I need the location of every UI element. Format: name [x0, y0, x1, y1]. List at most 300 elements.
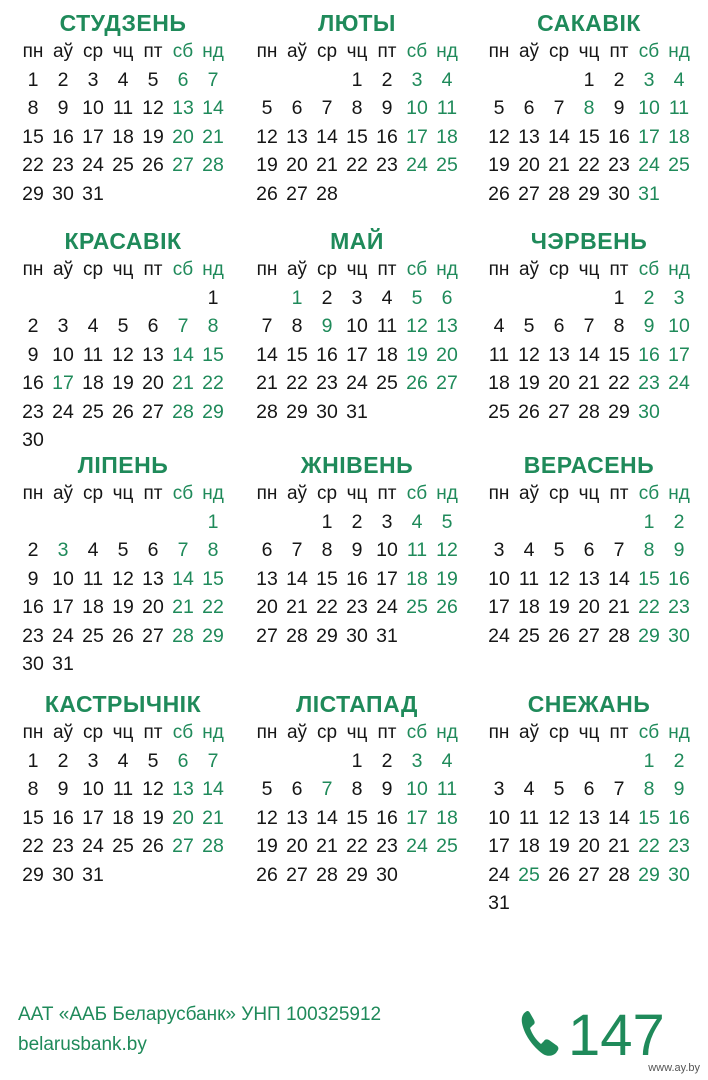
- day-cell: 11: [82, 567, 104, 590]
- day-cell: 13: [436, 315, 458, 338]
- week-row: [18, 312, 228, 340]
- empty-cell: [78, 284, 108, 312]
- weekday-label: сб: [172, 483, 194, 504]
- empty-cell: [402, 180, 432, 208]
- weekday-label: пт: [609, 722, 629, 743]
- month-block: [18, 450, 228, 678]
- day-cell: 2: [57, 750, 69, 772]
- day-cell: 30: [22, 428, 44, 451]
- day-cell: 19: [112, 372, 134, 395]
- weekday-label: чц: [346, 722, 368, 743]
- weekday-label: чц: [346, 483, 368, 504]
- weekday-label: сб: [172, 41, 194, 62]
- phone-block: [518, 1000, 665, 1070]
- day-cell: 19: [518, 372, 540, 395]
- day-cell: 1: [613, 287, 625, 309]
- day-cell: 6: [261, 539, 273, 562]
- day-cell: 9: [57, 778, 69, 801]
- day-cell: 22: [578, 154, 600, 177]
- day-cell: 17: [406, 806, 428, 829]
- day-cell: 31: [638, 182, 660, 205]
- weekday-header: [484, 719, 694, 747]
- day-cell: 22: [638, 596, 660, 619]
- month-block: [484, 450, 694, 650]
- month-block: [484, 226, 694, 426]
- empty-cell: [78, 650, 108, 678]
- empty-cell: [402, 622, 432, 650]
- weekday-label: сб: [638, 722, 660, 743]
- day-cell: 3: [493, 778, 505, 801]
- week-row: [484, 622, 694, 650]
- day-cell: 18: [376, 343, 398, 366]
- day-cell: 15: [202, 567, 224, 590]
- day-cell: 14: [316, 806, 338, 829]
- week-row: [484, 832, 694, 860]
- weekday-label: пт: [377, 259, 397, 280]
- empty-cell: [48, 508, 78, 536]
- empty-cell: [544, 284, 574, 312]
- day-cell: 17: [82, 806, 104, 829]
- weekday-label: пт: [377, 483, 397, 504]
- weekday-label: нд: [436, 483, 458, 504]
- day-cell: 21: [172, 372, 194, 395]
- day-cell: 14: [608, 806, 630, 829]
- day-cell: 1: [27, 69, 39, 91]
- empty-cell: [574, 284, 604, 312]
- week-row: [252, 180, 462, 208]
- weekday-header: [484, 480, 694, 508]
- day-cell: 18: [668, 125, 690, 148]
- weekday-label: сб: [638, 41, 660, 62]
- weekday-label: сб: [406, 41, 428, 62]
- day-cell: 21: [578, 372, 600, 395]
- day-cell: 27: [256, 624, 278, 647]
- month-title: МАЙ: [330, 228, 384, 254]
- weekday-label: пн: [488, 483, 510, 504]
- day-cell: 16: [22, 372, 44, 395]
- day-cell: 8: [207, 315, 219, 338]
- day-cell: 7: [261, 315, 273, 338]
- empty-cell: [432, 861, 462, 889]
- weekday-label: пн: [256, 483, 278, 504]
- day-cell: 27: [142, 624, 164, 647]
- day-cell: 13: [548, 343, 570, 366]
- day-cell: 30: [52, 182, 74, 205]
- month-title: ЛЮТЫ: [318, 10, 396, 36]
- month-title: КАСТРЫЧНІК: [44, 691, 202, 717]
- day-cell: 12: [488, 125, 510, 148]
- month-title: ЛІСТАПАД: [296, 691, 418, 717]
- week-row: [18, 536, 228, 564]
- day-cell: 27: [578, 624, 600, 647]
- weekday-label: аў: [518, 41, 540, 62]
- day-cell: 6: [553, 315, 565, 338]
- day-cell: 4: [523, 778, 535, 801]
- day-cell: 21: [608, 835, 630, 858]
- day-cell: 11: [436, 97, 458, 120]
- day-cell: 16: [638, 343, 660, 366]
- day-cell: 19: [112, 596, 134, 619]
- week-row: [252, 804, 462, 832]
- day-cell: 14: [202, 97, 224, 120]
- empty-cell: [402, 398, 432, 426]
- week-row: [484, 889, 694, 917]
- day-cell: 10: [638, 97, 660, 120]
- weekday-label: пт: [377, 41, 397, 62]
- day-cell: 5: [147, 69, 159, 91]
- weekday-header: [484, 38, 694, 66]
- day-cell: 7: [291, 539, 303, 562]
- day-cell: 20: [256, 596, 278, 619]
- weekday-label: аў: [286, 483, 308, 504]
- day-cell: 27: [142, 400, 164, 423]
- weekday-label: нд: [668, 722, 690, 743]
- week-row: [252, 123, 462, 151]
- weekday-label: чц: [112, 41, 134, 62]
- day-cell: 24: [376, 596, 398, 619]
- day-cell: 19: [436, 567, 458, 590]
- empty-cell: [544, 66, 574, 94]
- day-cell: 24: [406, 835, 428, 858]
- week-row: [18, 622, 228, 650]
- week-row: [484, 747, 694, 775]
- weekday-label: пн: [488, 41, 510, 62]
- day-cell: 15: [578, 125, 600, 148]
- day-cell: 21: [172, 596, 194, 619]
- month-block: [18, 689, 228, 889]
- day-cell: 10: [488, 806, 510, 829]
- weekday-label: ср: [316, 41, 338, 62]
- weekday-header: [252, 480, 462, 508]
- day-cell: 4: [381, 287, 393, 309]
- empty-cell: [574, 747, 604, 775]
- day-cell: 1: [351, 750, 363, 772]
- weekday-label: аў: [286, 722, 308, 743]
- day-cell: 26: [518, 400, 540, 423]
- day-cell: 11: [376, 315, 398, 338]
- day-cell: 18: [518, 835, 540, 858]
- month-title: ЧЭРВЕНЬ: [530, 228, 648, 254]
- day-cell: 10: [52, 343, 74, 366]
- day-cell: 17: [406, 125, 428, 148]
- empty-cell: [108, 861, 138, 889]
- day-cell: 12: [548, 806, 570, 829]
- empty-cell: [574, 889, 604, 917]
- weekday-label: аў: [52, 483, 74, 504]
- day-cell: 14: [548, 125, 570, 148]
- day-cell: 21: [286, 596, 308, 619]
- day-cell: 20: [578, 596, 600, 619]
- weekday-label: нд: [668, 259, 690, 280]
- weekday-label: чц: [578, 41, 600, 62]
- weekday-label: сб: [172, 259, 194, 280]
- watermark: www.ay.by: [648, 1062, 700, 1074]
- weekday-label: нд: [202, 722, 224, 743]
- day-cell: 27: [578, 863, 600, 886]
- weekday-label: аў: [518, 722, 540, 743]
- empty-cell: [574, 508, 604, 536]
- empty-cell: [604, 889, 634, 917]
- day-cell: 10: [376, 539, 398, 562]
- day-cell: 13: [172, 97, 194, 120]
- empty-cell: [138, 284, 168, 312]
- day-cell: 24: [82, 835, 104, 858]
- day-cell: 27: [436, 372, 458, 395]
- day-cell: 8: [291, 315, 303, 338]
- week-row: [252, 508, 462, 536]
- day-cell: 28: [548, 182, 570, 205]
- day-cell: 25: [112, 835, 134, 858]
- week-row: [484, 593, 694, 621]
- weekday-label: ср: [548, 483, 570, 504]
- day-cell: 2: [673, 750, 685, 772]
- empty-cell: [78, 508, 108, 536]
- empty-cell: [544, 508, 574, 536]
- day-cell: 28: [608, 863, 630, 886]
- empty-cell: [168, 284, 198, 312]
- day-cell: 26: [112, 624, 134, 647]
- week-row: [18, 341, 228, 369]
- weekday-label: нд: [436, 722, 458, 743]
- empty-cell: [484, 747, 514, 775]
- day-cell: 11: [112, 778, 134, 801]
- day-cell: 14: [316, 125, 338, 148]
- day-cell: 20: [286, 835, 308, 858]
- day-cell: 7: [613, 778, 625, 801]
- day-cell: 30: [22, 652, 44, 675]
- weekday-label: ср: [82, 483, 104, 504]
- day-cell: 31: [82, 863, 104, 886]
- day-cell: 12: [256, 806, 278, 829]
- weekday-label: чц: [578, 259, 600, 280]
- empty-cell: [252, 284, 282, 312]
- weekday-label: аў: [518, 483, 540, 504]
- day-cell: 21: [256, 372, 278, 395]
- weekday-label: сб: [406, 259, 428, 280]
- week-row: [484, 775, 694, 803]
- day-cell: 5: [523, 315, 535, 338]
- day-cell: 7: [321, 778, 333, 801]
- weekday-label: пт: [143, 722, 163, 743]
- weekday-label: сб: [406, 483, 428, 504]
- weekday-label: сб: [172, 722, 194, 743]
- day-cell: 7: [207, 69, 219, 91]
- day-cell: 2: [381, 750, 393, 772]
- day-cell: 4: [441, 750, 453, 772]
- week-row: [484, 284, 694, 312]
- day-cell: 1: [27, 750, 39, 772]
- month-title: СНЕЖАНЬ: [527, 691, 651, 717]
- day-cell: 5: [553, 778, 565, 801]
- day-cell: 18: [488, 372, 510, 395]
- day-cell: 3: [411, 750, 423, 772]
- week-row: [252, 369, 462, 397]
- empty-cell: [108, 284, 138, 312]
- weekday-header: [18, 38, 228, 66]
- day-cell: 26: [488, 182, 510, 205]
- day-cell: 30: [316, 400, 338, 423]
- day-cell: 2: [351, 511, 363, 533]
- weekday-label: ср: [316, 259, 338, 280]
- day-cell: 12: [256, 125, 278, 148]
- day-cell: 24: [406, 154, 428, 177]
- day-cell: 18: [436, 806, 458, 829]
- day-cell: 9: [351, 539, 363, 562]
- empty-cell: [604, 747, 634, 775]
- weekday-label: пн: [488, 259, 510, 280]
- week-row: [484, 312, 694, 340]
- day-cell: 29: [346, 863, 368, 886]
- day-cell: 10: [52, 567, 74, 590]
- day-cell: 30: [638, 400, 660, 423]
- empty-cell: [514, 889, 544, 917]
- empty-cell: [664, 180, 694, 208]
- day-cell: 29: [202, 400, 224, 423]
- day-cell: 3: [411, 69, 423, 91]
- weekday-label: пн: [488, 722, 510, 743]
- day-cell: 2: [613, 69, 625, 91]
- day-cell: 14: [202, 778, 224, 801]
- day-cell: 6: [441, 287, 453, 309]
- week-row: [484, 341, 694, 369]
- empty-cell: [252, 508, 282, 536]
- day-cell: 10: [82, 778, 104, 801]
- weekday-label: пн: [22, 259, 44, 280]
- empty-cell: [168, 861, 198, 889]
- month-title: ЖНІВЕНЬ: [300, 452, 414, 478]
- day-cell: 5: [117, 539, 129, 562]
- month-title: КРАСАВІК: [64, 228, 182, 254]
- day-cell: 27: [172, 835, 194, 858]
- empty-cell: [168, 650, 198, 678]
- day-cell: 29: [578, 182, 600, 205]
- day-cell: 5: [441, 511, 453, 533]
- day-cell: 28: [172, 400, 194, 423]
- day-cell: 11: [406, 539, 428, 562]
- day-cell: 9: [673, 778, 685, 801]
- week-row: [484, 861, 694, 889]
- day-cell: 8: [27, 97, 39, 120]
- day-cell: 15: [316, 567, 338, 590]
- day-cell: 3: [87, 69, 99, 91]
- day-cell: 3: [673, 287, 685, 309]
- day-cell: 11: [518, 806, 540, 829]
- day-cell: 17: [488, 596, 510, 619]
- empty-cell: [544, 889, 574, 917]
- week-row: [18, 398, 228, 426]
- day-cell: 11: [668, 97, 690, 120]
- day-cell: 6: [177, 750, 189, 772]
- empty-cell: [432, 398, 462, 426]
- day-cell: 17: [668, 343, 690, 366]
- day-cell: 5: [117, 315, 129, 338]
- day-cell: 20: [578, 835, 600, 858]
- month-title: САКАВІК: [537, 10, 641, 36]
- day-cell: 4: [87, 315, 99, 338]
- day-cell: 12: [518, 343, 540, 366]
- day-cell: 12: [406, 315, 428, 338]
- day-cell: 30: [668, 863, 690, 886]
- day-cell: 21: [548, 154, 570, 177]
- day-cell: 16: [376, 806, 398, 829]
- week-row: [18, 747, 228, 775]
- day-cell: 3: [87, 750, 99, 772]
- empty-cell: [484, 66, 514, 94]
- empty-cell: [514, 66, 544, 94]
- weekday-label: нд: [668, 483, 690, 504]
- weekday-label: пт: [143, 41, 163, 62]
- day-cell: 12: [142, 778, 164, 801]
- day-cell: 8: [643, 539, 655, 562]
- day-cell: 23: [52, 154, 74, 177]
- day-cell: 23: [316, 372, 338, 395]
- day-cell: 22: [346, 835, 368, 858]
- day-cell: 14: [172, 567, 194, 590]
- month-title: ЛІПЕНЬ: [77, 452, 169, 478]
- day-cell: 30: [668, 624, 690, 647]
- week-row: [252, 94, 462, 122]
- day-cell: 13: [142, 343, 164, 366]
- day-cell: 13: [286, 806, 308, 829]
- empty-cell: [514, 747, 544, 775]
- day-cell: 23: [668, 596, 690, 619]
- weekday-label: ср: [82, 259, 104, 280]
- day-cell: 21: [608, 596, 630, 619]
- weekday-label: ср: [548, 41, 570, 62]
- day-cell: 2: [57, 69, 69, 91]
- day-cell: 20: [286, 154, 308, 177]
- day-cell: 24: [668, 372, 690, 395]
- empty-cell: [432, 622, 462, 650]
- day-cell: 17: [376, 567, 398, 590]
- day-cell: 25: [436, 154, 458, 177]
- day-cell: 1: [643, 511, 655, 533]
- day-cell: 16: [52, 806, 74, 829]
- day-cell: 26: [256, 863, 278, 886]
- weekday-label: аў: [286, 259, 308, 280]
- company-info: ААТ «ААБ Беларусбанк» УНП 100325912: [18, 1004, 382, 1025]
- weekday-label: чц: [346, 259, 368, 280]
- website-link[interactable]: belarusbank.by: [18, 1034, 147, 1055]
- day-cell: 17: [82, 125, 104, 148]
- day-cell: 2: [27, 539, 39, 562]
- day-cell: 14: [256, 343, 278, 366]
- day-cell: 31: [82, 182, 104, 205]
- day-cell: 30: [346, 624, 368, 647]
- empty-cell: [484, 284, 514, 312]
- week-row: [18, 94, 228, 122]
- month-block: [252, 8, 462, 208]
- empty-cell: [138, 180, 168, 208]
- week-row: [18, 861, 228, 889]
- day-cell: 27: [548, 400, 570, 423]
- weekday-label: аў: [518, 259, 540, 280]
- day-cell: 15: [286, 343, 308, 366]
- day-cell: 18: [518, 596, 540, 619]
- month-block: [484, 8, 694, 208]
- day-cell: 12: [142, 97, 164, 120]
- empty-cell: [514, 508, 544, 536]
- empty-cell: [634, 889, 664, 917]
- day-cell: 29: [22, 863, 44, 886]
- day-cell: 30: [376, 863, 398, 886]
- empty-cell: [138, 650, 168, 678]
- day-cell: 8: [321, 539, 333, 562]
- day-cell: 8: [207, 539, 219, 562]
- day-cell: 26: [112, 400, 134, 423]
- day-cell: 11: [82, 343, 104, 366]
- day-cell: 24: [82, 154, 104, 177]
